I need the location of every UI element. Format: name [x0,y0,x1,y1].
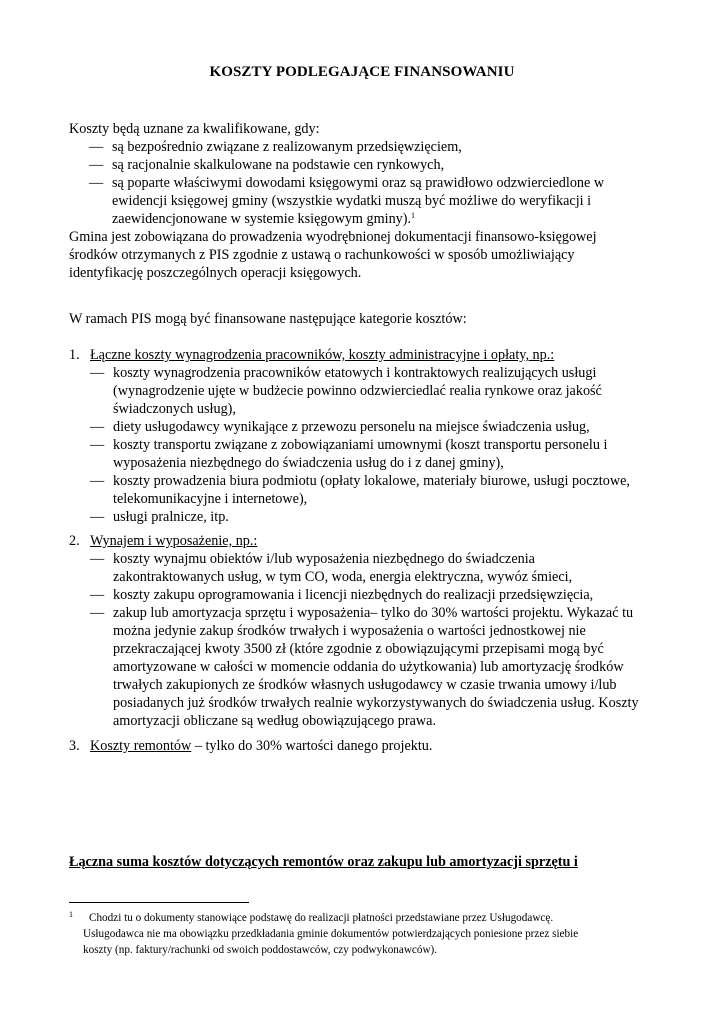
section-1 [69,346,669,526]
list-item-continuation: ewidencji księgowej gminy (wszystkie wydatki muszą być możliwe do weryfikacji i [112,193,592,209]
page-title: KOSZTY PODLEGAJĄCE FINANSOWANIU [209,64,515,80]
section-3 [69,737,669,755]
paragraph-line: identyfikację poszczególnych operacji księgowych. [69,265,362,281]
section-heading: 1. Łączne koszty wynagrodzenia pracowników, koszty administracyjne i opłaty, np.: [69,347,555,363]
section-number: 1. [69,347,80,363]
footnote-mark: 1 [69,910,73,919]
list-item: — są bezpośrednio związane z realizowanym przedsięwzięciem, [89,139,462,155]
list-item-continuation: przekraczającej kwoty 3500 zł (które zgodnie z obowiązującymi przepisami mogą być [113,641,604,657]
list-item: — koszty transportu związane z zobowiązaniami umownymi (koszt transportu personelu i [90,437,608,453]
intro-section [69,120,669,282]
list-item: — diety usługodawcy wynikające z przewozu personelu na miejsce świadczenia usług, [90,419,590,435]
intro-lead: Koszty będą uznane za kwalifikowane, gdy: [69,121,320,137]
list-item: — są racjonalnie skalkulowane na podstawie cen rynkowych, [89,157,445,173]
footnote-line: koszty (np. faktury/rachunki od swoich poddostawców, czy podwykonawców). [83,944,438,956]
section-number: 3. [69,738,80,754]
footnote-ref: 1 [411,211,416,220]
section-2 [69,532,669,730]
list-item-continuation: świadczonych usług), [113,401,236,417]
dash-bullet: — [90,605,105,621]
list-item-continuation: telekomunikacyjne i internetowe), [113,491,308,507]
summary-heading: Łączna suma kosztów dotyczących remontów oraz zakupu lub amortyzacji sprzętu i [69,854,578,870]
list-item: — zakup lub amortyzacja sprzętu i wyposażenia– tylko do 30% wartości projektu. Wykazać tu [90,605,634,621]
section-heading: 2. Wynajem i wyposażenie, np.: [69,533,258,549]
list-item-continuation: posiadanych już środków trwałych realnie wykorzystywanych do świadczenia usług. Koszty [113,695,639,711]
dash-bullet: — [90,551,105,567]
footnote [69,910,669,958]
footnote-divider [69,902,249,903]
list-item-continuation: zakontraktowanych usług, w tym CO, woda, energia elektryczna, wywóz śmieci, [113,569,573,585]
list-item-continuation: zaewidencjonowane w systemie księgowym gminy).$^1$ [112,211,416,227]
footnote-line: Chodzi tu o dokumenty stanowiące podstawę do realizacji płatności przedstawiane przez Usługodawcę. [89,912,554,924]
paragraph-line: środków otrzymanych z PIS zgodnie z ustawą o rachunkowości w sposób umożliwiający [69,247,575,263]
dash-bullet: — [90,419,105,435]
dash-bullet: — [89,139,104,155]
list-item: — usługi pralnicze, itp. [90,509,229,525]
paragraph-line: Gmina jest zobowiązana do prowadzenia wyodrębnionej dokumentacji finansowo-księgowej [69,229,597,245]
list-item-continuation: amortyzowane w całości w momencie oddania do użytkowania) lub amortyzację środków [113,659,624,675]
footnote-line: Usługodawca nie ma obowiązku przedkładania gminie dokumentów potwierdzających poniesione przez siebie [83,928,579,940]
list-item-continuation: wyposażenia niezbędnego do świadczenia usług do i z danej gminy), [113,455,504,471]
categories-lead: W ramach PIS mogą być finansowane następujące kategorie kosztów: [69,311,467,327]
dash-bullet: — [90,509,105,525]
dash-bullet: — [90,365,105,381]
section-number: 2. [69,533,80,549]
dash-bullet: — [90,437,105,453]
list-item: — koszty zakupu oprogramowania i licencji niezbędnych do realizacji przedsięwzięcia, [90,587,594,603]
list-item: — koszty prowadzenia biura podmiotu (opłaty lokalowe, materiały biurowe, usługi pocztowe, [90,473,630,489]
list-item-continuation: (wynagrodzenie ujęte w budżecie powinno odzwierciedlać realia rynkowe oraz jakość [113,383,602,399]
list-item: — koszty wynagrodzenia pracowników etatowych i kontraktowych realizujących usługi [90,365,597,381]
section-heading: 3. Koszty remontów – tylko do 30% wartości danego projektu. [69,738,433,754]
list-item-continuation: można jedynie zakup środków trwałych i wyposażenia o wartości jednostkowej nie [113,623,586,639]
list-item: — koszty wynajmu obiektów i/lub wyposażenia niezbędnego do świadczenia [90,551,535,567]
dash-bullet: — [90,587,105,603]
list-item-continuation: trwałych zakupionych ze środków własnych usługodawcy w czasie trwania umowy i/lub [113,677,617,693]
dash-bullet: — [90,473,105,489]
list-item: — są poparte właściwymi dowodami księgowymi oraz są prawidłowo odzwierciedlone w [89,175,605,191]
dash-bullet: — [89,157,104,173]
list-item-continuation: amortyzacji obliczane są według obowiązującego prawa. [113,713,437,729]
dash-bullet: — [89,175,104,191]
